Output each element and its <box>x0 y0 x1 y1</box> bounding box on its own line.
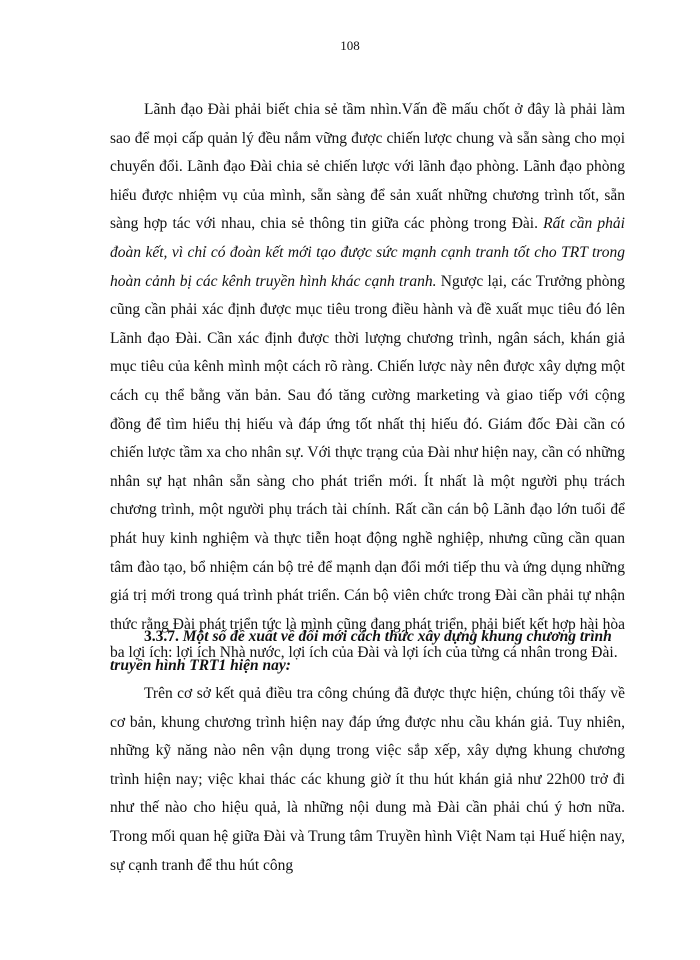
paragraph-leadership-part2: Ngược lại, các Trưởng phòng cũng cần phải xác định được mục tiêu trong điều hành và đề xuất mục tiêu đó lên Lãnh đạo Đài. Cần xác định được thời lượng chương trình, ngân sách, khán giả mục tiêu của kênh mình một cách rõ ràng. Chiến lược này nên được xây dựng một cách cụ thể bằng văn bản. Sau đó tăng cường marketing và giao tiếp với cộng đồng để tìm hiểu thị hiếu và đáp ứng tốt nhất thị hiếu đó. Giám đốc Đài cần có chiến lược tầm xa cho nhân sự. Với thực trạng của Đài như hiện nay, cần có những nhân sự hạt nhân sẵn sàng cho phát triển mới. Ít nhất là một người phụ trách chương trình, một người phụ trách tài chính. Rất cần cán bộ Lãnh đạo lớn tuổi để phát huy kinh nghiệm và thực tiễn hoạt động nghề nghiệp, nhưng cũng cần quan tâm đào tạo, bổ nhiệm cán bộ trẻ để mạnh dạn đổi mới tiếp thu và ứng dụng những giá trị mới trong quá trình phát triển. Cán bộ viên chức trong Đài cần phải tự nhận thức rằng Đài phát triển tức là mình cũng đang phát triển, phải biết kết hợp hài hòa ba lợi ích: lợi ích Nhà nước, lợi ích của Đài và lợi ích của từng cá nhân trong Đài. <box>110 272 625 662</box>
section-number: 3.3.7. <box>144 628 179 645</box>
paragraph-survey <box>110 680 625 880</box>
section-title: Một số đề xuất về đổi mới cách thức xây dựng khung chương trình truyền hình TRT1 hiện nay: <box>110 628 612 674</box>
paragraph-leadership-italic: Rất cần phải đoàn kết, vì chỉ có đoàn kết mới tạo được sức mạnh cạnh tranh tốt cho TRT trong hoàn cảnh bị các kênh truyền hình khác cạnh tranh. <box>110 215 625 290</box>
paragraph-leadership-part1: Lãnh đạo Đài phải biết chia sẻ tầm nhìn.Vấn đề mấu chốt ở đây là phải làm sao để mọi cấp quản lý đều nắm vững được chiến lược chung và sẵn sàng cho mọi chuyển đổi. Lãnh đạo Đài chia sẻ chiến lược với lãnh đạo phòng. Lãnh đạo phòng hiểu được nhiệm vụ của mình, sẵn sàng để sản xuất những chương trình tốt, sẵn sàng hợp tác với nhau, chia sẻ thông tin giữa các phòng trong Đài. <box>110 101 625 233</box>
page-number: 108 <box>340 38 360 53</box>
section-heading <box>110 623 625 680</box>
paragraph-survey-text: Trên cơ sở kết quả điều tra công chúng đã được thực hiện, chúng tôi thấy về cơ bản, khung chương trình hiện nay đáp ứng được nhu cầu khán giả. Tuy nhiên, những kỹ năng nào nên vận dụng trong việc sắp xếp, xây dựng khung chương trình hiện nay; việc khai thác các khung giờ ít thu hút khán giả như 22h00 trở đi như thế nào cho hiệu quả, là những nội dung mà Đài cần phải chú ý hơn nữa. Trong mối quan hệ giữa Đài và Trung tâm Truyền hình Việt Nam tại Huế hiện nay, sự cạnh tranh để thu hút công <box>110 685 625 874</box>
paragraph-leadership <box>110 96 625 668</box>
